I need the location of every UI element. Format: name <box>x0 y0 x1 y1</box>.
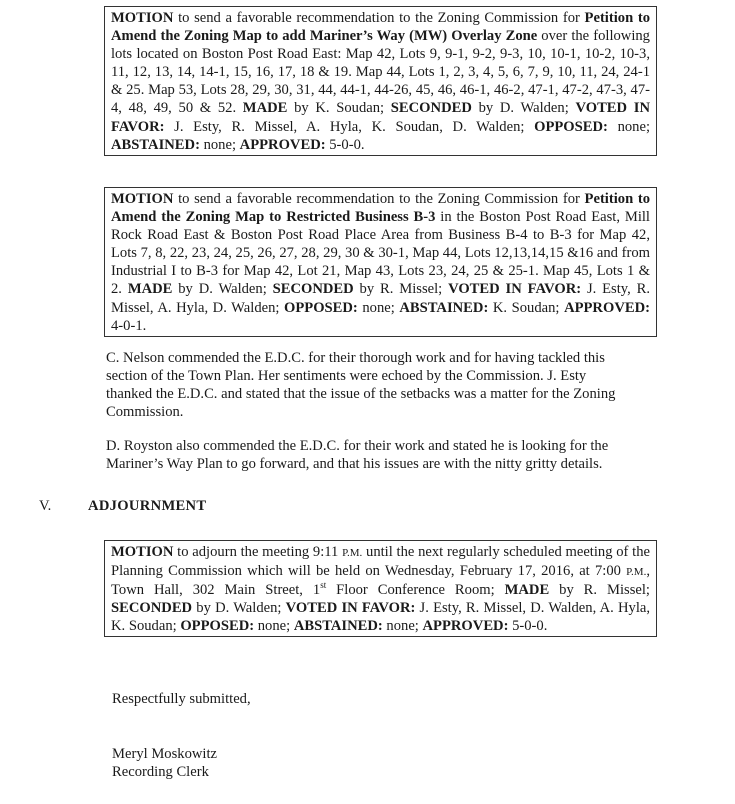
voted-in-favor-label: VOTED IN FAVOR: <box>448 281 582 298</box>
petition-title: Petition to Amend the Zoning Map to Restricted Business B-3 <box>111 191 650 226</box>
abstained-value: K. Soudan; <box>488 299 565 316</box>
seconded-label: SECONDED <box>390 100 472 117</box>
made-label: MADE <box>127 281 173 298</box>
motion-box-adjournment <box>104 540 657 637</box>
seconded-by: by D. Walden; <box>471 100 576 117</box>
time-suffix: P.M. <box>626 566 647 579</box>
voted-in-favor-names: J. Esty, R. Missel, A. Hyla, D. Walden; <box>111 281 651 316</box>
closing-line: Respectfully submitted, <box>112 691 251 707</box>
section-number: V. <box>39 498 52 514</box>
made-by: by D. Walden; <box>172 281 273 298</box>
motion-text: until the next regularly scheduled meeting of the Planning Commission which will be held on Wednesday, February 17, 2016, at 7:00 <box>111 544 650 580</box>
seconded-label: SECONDED <box>111 600 193 617</box>
seconded-by: by D. Walden; <box>192 600 286 617</box>
ordinal-suffix: st <box>320 580 327 591</box>
abstained-label: ABSTAINED: <box>111 136 200 153</box>
motion-text: to send a favorable recommendation to the Zoning Commission for <box>173 10 585 26</box>
motion-text: , Town Hall, 302 Main Street, 1 <box>111 563 650 599</box>
motion-text: over the following lots located on Boston Post Road East: Map 42, Lots 9, 9-1, 9-2, 9-3, 10, 10-1, 10-2, 10-3, 11, 12, 13, 14, 14-1, 15, 16, 17, 18 & 19. Map 44, Lots 1, 2, 3, 4, 5, 6, 7, 9, 10, 11, 24, 24-1 & 25. Map 53, Lots 28, 29, 30, 31, 44, 44-1, 44-26, 45, 46, 46-1, 46-2, 47-1, 47-2, 47-3, 47-4, 48, 49, 50 & 52. <box>111 28 650 117</box>
approved-value: 4-0-1. <box>111 317 147 334</box>
commendation-paragraph-nelson: C. Nelson commended the E.D.C. for their thorough work and for having tackled this section of the Town Plan. Her sentiments were echoed by the Commission. J. Esty thanked the E.D.C. and stated that the issue of the setbacks was a matter for the Zoning Commission. <box>106 350 616 421</box>
motion-text: in the Boston Post Road East, Mill Rock Road East & Boston Post Road Place Area from Business B-4 to B-3 for Map 42, Lots 7, 8, 22, 23, 24, 25, 26, 27, 28, 29, 30 & 30-1, Map 44, Lots 12,13,14,15 &16 and from Industrial I to B-3 for Map 42, Lot 21, Map 43, Lots 23, 24, 25 & 25-1. Map 45, Lots 1 & 2. <box>111 209 650 298</box>
motion-text: to send a favorable recommendation to the Zoning Commission for <box>173 191 585 207</box>
opposed-label: OPPOSED: <box>284 299 358 316</box>
opposed-value: none; <box>254 618 294 635</box>
motion-box-restricted-business <box>104 187 657 337</box>
voted-in-favor-names: J. Esty, R. Missel, A. Hyla, K. Soudan, D. Walden; <box>164 118 535 135</box>
opposed-value: none; <box>357 299 400 316</box>
motion-box-overlay-zone <box>104 6 657 156</box>
motion-label: MOTION <box>111 191 174 207</box>
approved-value: 5-0-0. <box>508 618 548 635</box>
approved-label: APPROVED: <box>239 136 326 153</box>
abstained-value: none; <box>199 136 240 153</box>
section-title: ADJOURNMENT <box>88 498 207 514</box>
opposed-label: OPPOSED: <box>534 118 608 135</box>
abstained-value: none; <box>382 618 423 635</box>
approved-label: APPROVED: <box>422 618 509 635</box>
abstained-label: ABSTAINED: <box>293 618 383 635</box>
voted-in-favor-names: J. Esty, R. Missel, D. Walden, A. Hyla, K. Soudan; <box>111 600 651 635</box>
voted-in-favor-label: VOTED IN FAVOR: <box>285 600 416 617</box>
clerk-title: Recording Clerk <box>112 764 209 780</box>
motion-text: Floor Conference Room; <box>326 582 505 599</box>
made-label: MADE <box>242 100 288 117</box>
clerk-name: Meryl Moskowitz <box>112 746 217 762</box>
abstained-label: ABSTAINED: <box>399 299 489 316</box>
voted-in-favor-label: VOTED IN FAVOR: <box>111 100 650 135</box>
motion-label: MOTION <box>111 10 174 26</box>
motion-text: to adjourn the meeting 9:11 <box>173 544 343 560</box>
made-by: by K. Soudan; <box>287 100 391 117</box>
made-label: MADE <box>504 582 550 599</box>
seconded-by: by R. Missel; <box>353 281 449 298</box>
motion-label: MOTION <box>111 544 174 560</box>
time-suffix: P.M. <box>342 547 363 559</box>
opposed-label: OPPOSED: <box>180 618 255 635</box>
commendation-paragraph-royston: D. Royston also commended the E.D.C. for their work and stated he is looking for the Mariner’s Way Plan to go forward, and that his issues are with the nitty gritty details. <box>106 438 609 473</box>
seconded-label: SECONDED <box>272 281 354 298</box>
opposed-value: none; <box>607 118 650 135</box>
made-by: by R. Missel; <box>549 582 650 599</box>
approved-value: 5-0-0. <box>325 136 365 153</box>
approved-label: APPROVED: <box>564 299 650 316</box>
petition-title: Petition to Amend the Zoning Map to add Mariner’s Way (MW) Overlay Zone <box>111 10 650 45</box>
